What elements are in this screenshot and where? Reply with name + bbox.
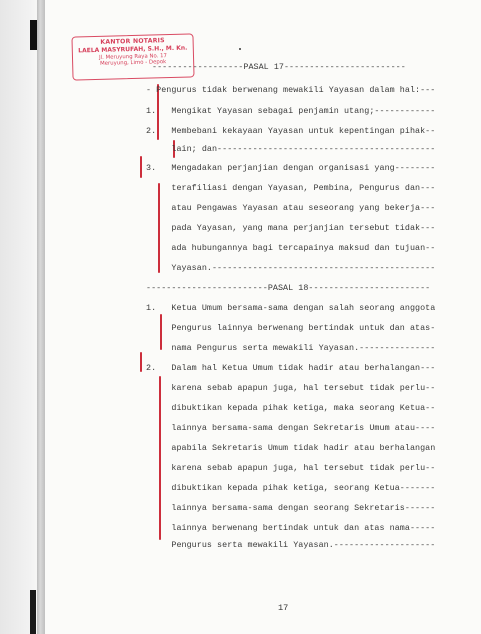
pasal-17-item-3-l4: pada Yayasan, yang mana perjanjian tersebut tidak--- (146, 223, 436, 233)
stamp-line-2: LAELA MASYRUFAH, S.H., M. Kn. (78, 44, 188, 55)
pasal-18-item-2-l4: lainnya bersama-sama dengan Sekretaris Umum atau---- (146, 423, 436, 433)
pasal-18-item-2-l6: karena sebab apapun juga, hal tersebut tidak perlu-- (146, 463, 436, 473)
stamp-line-4: Meruyung, Limo - Depok (99, 59, 167, 67)
pasal-17-item-3-l3: atau Pengawas Yayasan atau seseorang yang bekerja--- (146, 203, 436, 213)
punch-mark (239, 48, 241, 50)
pasal-17-item-3: 3. Mengadakan perjanjian dengan organisasi yang-------- (146, 163, 436, 173)
binding-strip (37, 0, 45, 634)
pasal-17-item-2: 2. Membebani kekayaan Yayasan untuk kepentingan pihak-- (146, 126, 436, 136)
pasal-18-item-2-l7: dibuktikan kepada pihak ketiga, seorang Ketua------- (146, 483, 436, 493)
pasal-18-item-1-l2: Pengurus lainnya berwenang bertindak untuk dan atas- (146, 323, 436, 333)
pasal-18-item-2-l3: dibuktikan kepada pihak ketiga, maka seorang Ketua-- (146, 403, 436, 413)
binding-clip-bottom (30, 590, 36, 634)
pasal-17-heading: ------------------PASAL 17------------------------ (152, 62, 406, 72)
margin-mark-6 (140, 352, 142, 372)
pasal-18-item-1-l3: nama Pengurus serta mewakili Yayasan.--------------- (146, 343, 436, 353)
pasal-17-intro: - Pengurus tidak berwenang mewakili Yayasan dalam hal:--- (146, 85, 436, 95)
pasal-18-heading: ------------------------PASAL 18------------------------ (146, 283, 431, 293)
pasal-17-item-3-l2: terafiliasi dengan Yayasan, Pembina, Pengurus dan--- (146, 183, 436, 193)
pasal-17-item-2-cont: lain; dan------------------------------------------- (146, 144, 436, 154)
stamp-line-3: Jl. Meruyung Raya No. 17 (98, 53, 168, 61)
pasal-17-item-3-l5: ada hubungannya bagi tercapainya maksud dan tujuan-- (146, 243, 436, 253)
pasal-18-item-2-l10: Pengurus serta mewakili Yayasan.-------------------- (146, 540, 436, 550)
page-number: 17 (278, 603, 289, 613)
pasal-18-item-2-l8: lainnya bersama-sama dengan seorang Sekretaris------ (146, 503, 436, 513)
margin-mark-3 (140, 156, 142, 178)
pasal-18-item-2-l2: karena sebab apapun juga, hal tersebut tidak perlu-- (146, 383, 436, 393)
pasal-18-item-2-l9: lainnya berwenang bertindak untuk dan atas nama----- (146, 523, 436, 533)
pasal-18-item-1: 1. Ketua Umum bersama-sama dengan salah seorang anggota (146, 303, 436, 313)
pasal-17-item-1: 1. Mengikat Yayasan sebagai penjamin utang;------------ (146, 106, 436, 116)
notary-stamp (71, 33, 194, 80)
binding-clip-top (30, 20, 37, 50)
pasal-17-item-3-l6: Yayasan.-------------------------------------------- (146, 263, 436, 273)
stamp-line-1: KANTOR NOTARIS (100, 37, 165, 46)
pasal-18-item-2-l5: apabila Sekretaris Umum tidak hadir atau berhalangan (146, 443, 436, 453)
pasal-18-item-2: 2. Dalam hal Ketua Umum tidak hadir atau berhalangan--- (146, 363, 436, 373)
margin-mark-7 (159, 376, 161, 540)
